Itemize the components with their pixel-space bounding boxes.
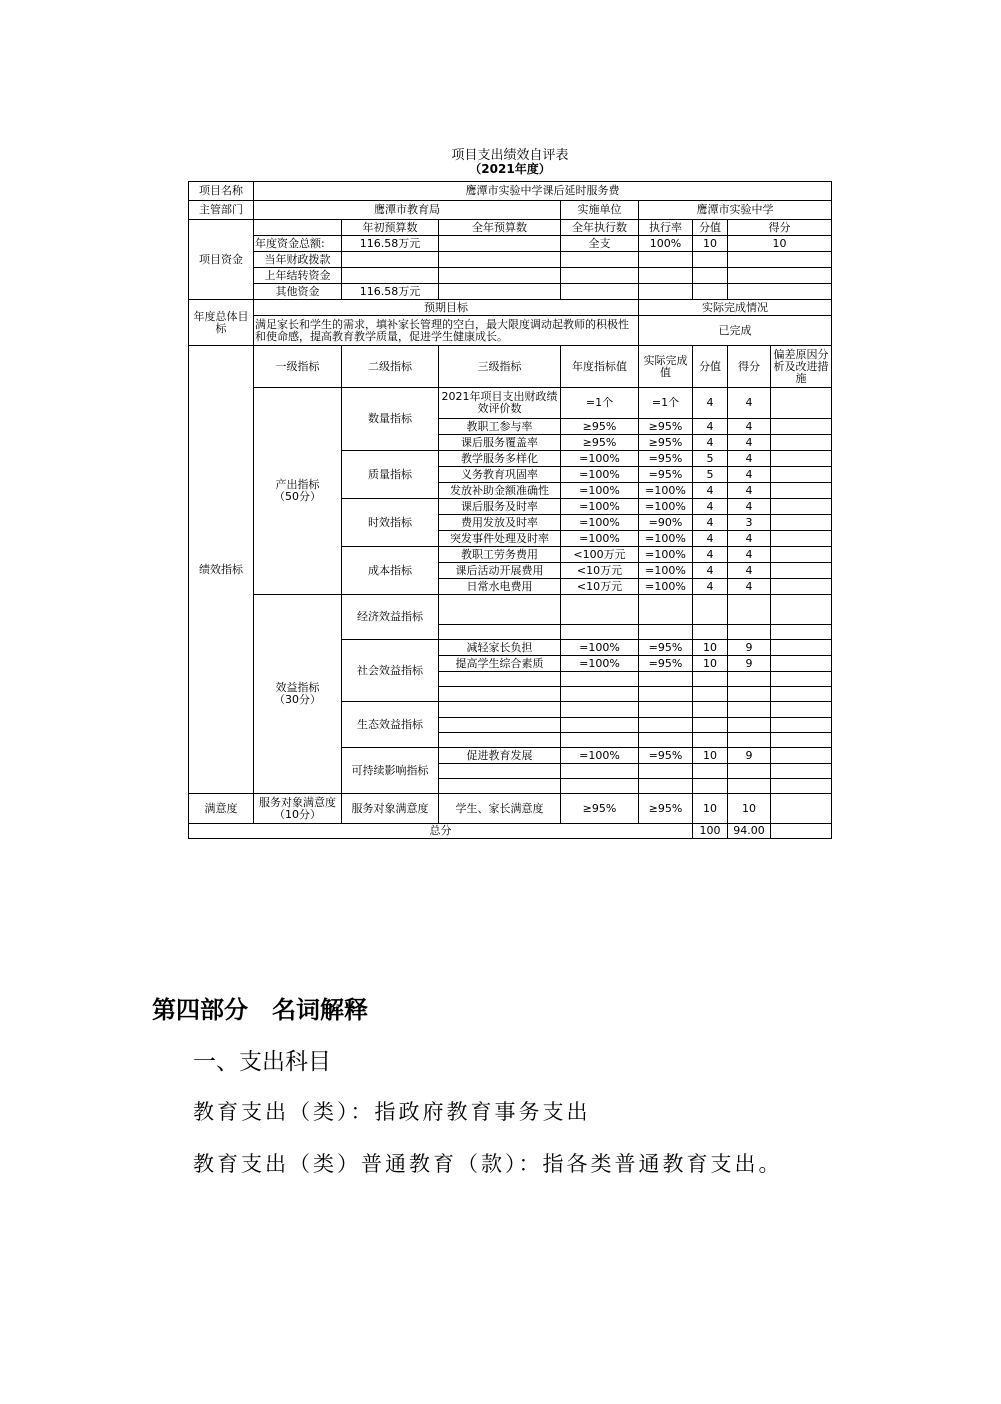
project-name-label: 项目名称 — [189, 182, 254, 201]
output-indicators — [254, 388, 342, 595]
funds-cell: 10 — [693, 236, 728, 252]
funds-cell — [693, 252, 728, 268]
indicator-got: 4 — [728, 435, 771, 451]
table-title: 项目支出绩效自评表 — [451, 148, 569, 163]
indicator-score: 4 — [693, 419, 728, 435]
performance-table — [188, 181, 832, 839]
total-got: 94.00 — [728, 824, 771, 839]
indicator-got: 9 — [728, 656, 771, 672]
funds-cell: 116.58万元 — [342, 284, 439, 300]
indicator-name: 突发事件处理及时率 — [439, 531, 561, 547]
col-level2: 二级指标 — [342, 346, 439, 388]
indicator-name: 费用发放及时率 — [439, 515, 561, 531]
indicator-name: 教职工参与率 — [439, 419, 561, 435]
indicator-got: 4 — [728, 388, 771, 419]
indicator-actual: ≥95% — [639, 419, 693, 435]
indicator-name: 发放补助金额准确性 — [439, 483, 561, 499]
indicator-deviation — [771, 451, 832, 467]
project-name: 鹰潭市实验中学课后延时服务费 — [254, 182, 832, 201]
satisfaction-actual: ≥95% — [639, 794, 693, 824]
indicator-target: =100% — [561, 531, 639, 547]
total-deviation — [771, 824, 832, 839]
actual-completion-label: 实际完成情况 — [639, 300, 832, 316]
benefit-indicators — [254, 595, 342, 794]
sustainable-indicator: 可持续影响指标 — [342, 748, 439, 794]
indicator-score: 4 — [693, 547, 728, 563]
indicator-actual: =95% — [639, 640, 693, 656]
col-deviation: 偏差原因分析及改进措施 — [771, 346, 832, 388]
satisfaction-got: 10 — [728, 794, 771, 824]
indicator-deviation — [771, 531, 832, 547]
dept-label: 主管部门 — [189, 201, 254, 220]
indicator-deviation — [771, 515, 832, 531]
funds-cell — [639, 268, 693, 284]
indicator-deviation — [771, 435, 832, 451]
quantity-indicator: 数量指标 — [342, 388, 439, 451]
indicator-score: 10 — [693, 640, 728, 656]
satisfaction-label: 满意度 — [189, 794, 254, 824]
indicator-got: 4 — [728, 451, 771, 467]
indicator-target: =100% — [561, 467, 639, 483]
col-target: 年度指标值 — [561, 346, 639, 388]
funds-label: 项目资金 — [189, 220, 254, 300]
social-indicator: 社会效益指标 — [342, 640, 439, 702]
funds-cell — [561, 252, 639, 268]
indicator-actual: =95% — [639, 748, 693, 764]
indicator-actual: =1个 — [639, 388, 693, 419]
indicator-target: =1个 — [561, 388, 639, 419]
indicator-got: 4 — [728, 579, 771, 595]
funds-cell — [561, 284, 639, 300]
indicator-score: 4 — [693, 435, 728, 451]
indicator-score: 4 — [693, 388, 728, 419]
indicator-actual: =95% — [639, 467, 693, 483]
indicator-name: 提高学生综合素质 — [439, 656, 561, 672]
indicator-deviation — [771, 499, 832, 515]
funds-cell — [639, 252, 693, 268]
indicator-target: =100% — [561, 483, 639, 499]
indicator-deviation — [771, 483, 832, 499]
paragraph-1: 教育支出（类）：指政府教育事务支出 — [193, 1100, 591, 1124]
part-title: 第四部分 名词解释 — [152, 995, 368, 1024]
dept-value: 鹰潭市教育局 — [254, 201, 561, 220]
indicator-target: <10万元 — [561, 579, 639, 595]
indicator-got: 4 — [728, 419, 771, 435]
timeliness-indicator: 时效指标 — [342, 499, 439, 547]
indicator-target: =100% — [561, 748, 639, 764]
funds-cell — [728, 252, 832, 268]
indicator-target: =100% — [561, 515, 639, 531]
indicator-name: 义务教育巩固率 — [439, 467, 561, 483]
indicator-got: 4 — [728, 499, 771, 515]
indicator-got: 4 — [728, 531, 771, 547]
funds-cell: 全支 — [561, 236, 639, 252]
col-got: 得分 — [728, 220, 832, 236]
indicator-deviation — [771, 419, 832, 435]
indicator-deviation — [771, 467, 832, 483]
col-actual: 实际完成值 — [639, 346, 693, 388]
indicator-actual: ≥95% — [639, 435, 693, 451]
indicator-target: <10万元 — [561, 563, 639, 579]
col-got: 得分 — [728, 346, 771, 388]
indicator-deviation — [771, 656, 832, 672]
economic-indicator: 经济效益指标 — [342, 595, 439, 640]
total-label: 总分 — [189, 824, 693, 839]
output-points: （50分） — [274, 490, 321, 503]
funds-cell — [693, 284, 728, 300]
indicator-target: =100% — [561, 656, 639, 672]
indicator-name: 减轻家长负担 — [439, 640, 561, 656]
satisfaction-deviation — [771, 794, 832, 824]
section-subtitle: 一、支出科目 — [193, 1049, 331, 1075]
satisfaction-level1: 服务对象满意度（10分） — [254, 794, 342, 824]
funds-cell — [693, 268, 728, 284]
indicator-name: 课后活动开展费用 — [439, 563, 561, 579]
satisfaction-level2: 服务对象满意度 — [342, 794, 439, 824]
funds-cell — [439, 252, 561, 268]
indicator-deviation — [771, 640, 832, 656]
impl-label: 实施单位 — [561, 201, 639, 220]
col-level3: 三级指标 — [439, 346, 561, 388]
indicator-actual: =90% — [639, 515, 693, 531]
expected-goal-label: 预期目标 — [254, 300, 639, 316]
indicator-actual: =95% — [639, 451, 693, 467]
indicator-got: 9 — [728, 640, 771, 656]
funds-cell — [728, 284, 832, 300]
indicator-score: 4 — [693, 483, 728, 499]
funds-row-label: 其他资金 — [254, 284, 342, 300]
quality-indicator: 质量指标 — [342, 451, 439, 499]
indicator-target: =100% — [561, 451, 639, 467]
satisfaction-name: 学生、家长满意度 — [439, 794, 561, 824]
table-subtitle: （2021年度） — [469, 162, 551, 176]
funds-cell — [639, 284, 693, 300]
satisfaction-score: 10 — [693, 794, 728, 824]
funds-cell: 10 — [728, 236, 832, 252]
funds-cell — [728, 268, 832, 284]
indicator-deviation — [771, 748, 832, 764]
indicator-actual: =100% — [639, 563, 693, 579]
total-score: 100 — [693, 824, 728, 839]
funds-cell — [342, 252, 439, 268]
indicator-name: 促进教育发展 — [439, 748, 561, 764]
col-level1: 一级指标 — [254, 346, 342, 388]
indicator-got: 4 — [728, 563, 771, 579]
indicator-target: =100% — [561, 640, 639, 656]
indicator-got: 4 — [728, 467, 771, 483]
col-full-budget: 全年预算数 — [439, 220, 561, 236]
indicator-score: 4 — [693, 531, 728, 547]
indicator-score: 10 — [693, 656, 728, 672]
funds-cell — [342, 268, 439, 284]
paragraph-2: 教育支出（类）普通教育（款）：指各类普通教育支出。 — [193, 1152, 783, 1176]
indicator-score: 5 — [693, 451, 728, 467]
indicator-actual: =95% — [639, 656, 693, 672]
impl-value: 鹰潭市实验中学 — [639, 201, 832, 220]
funds-cell — [439, 236, 561, 252]
satisfaction-target: ≥95% — [561, 794, 639, 824]
indicator-score: 4 — [693, 579, 728, 595]
col-initial-budget: 年初预算数 — [342, 220, 439, 236]
indicator-name: 课后服务覆盖率 — [439, 435, 561, 451]
indicator-target: =100% — [561, 499, 639, 515]
col-score: 分值 — [693, 220, 728, 236]
funds-cell — [439, 268, 561, 284]
indicator-name: 教职工劳务费用 — [439, 547, 561, 563]
indicator-got: 4 — [728, 483, 771, 499]
indicator-target: <100万元 — [561, 547, 639, 563]
indicator-got: 4 — [728, 547, 771, 563]
funds-row-label: 上年结转资金 — [254, 268, 342, 284]
indicator-deviation — [771, 547, 832, 563]
benefit-label: 效益指标 — [275, 681, 320, 694]
indicator-score: 4 — [693, 563, 728, 579]
indicator-actual: =100% — [639, 579, 693, 595]
cost-indicator: 成本指标 — [342, 547, 439, 595]
indicator-score: 4 — [693, 515, 728, 531]
funds-cell — [561, 268, 639, 284]
indicator-target: ≥95% — [561, 419, 639, 435]
indicator-name: 教学服务多样化 — [439, 451, 561, 467]
funds-row-label: 当年财政拨款 — [254, 252, 342, 268]
funds-row-label: 年度资金总额: — [254, 236, 342, 252]
indicator-score: 10 — [693, 748, 728, 764]
benefit-points: （30分） — [274, 693, 321, 706]
indicator-target: ≥95% — [561, 435, 639, 451]
indicator-actual: =100% — [639, 531, 693, 547]
goal-label: 年度总体目标 — [189, 300, 254, 346]
indicator-deviation — [771, 388, 832, 419]
funds-cell: 116.58万元 — [342, 236, 439, 252]
indicator-score: 5 — [693, 467, 728, 483]
indicator-actual: =100% — [639, 499, 693, 515]
col-score: 分值 — [693, 346, 728, 388]
indicator-actual: =100% — [639, 483, 693, 499]
ecological-indicator: 生态效益指标 — [342, 702, 439, 748]
col-rate: 执行率 — [639, 220, 693, 236]
col-executed: 全年执行数 — [561, 220, 639, 236]
actual-completion-text: 已完成 — [639, 316, 832, 346]
indicator-name: 2021年项目支出财政绩效评价数 — [439, 388, 561, 419]
indicator-name: 课后服务及时率 — [439, 499, 561, 515]
indicator-actual: =100% — [639, 547, 693, 563]
indicator-got: 3 — [728, 515, 771, 531]
indicator-deviation — [771, 563, 832, 579]
indicators-label: 绩效指标 — [189, 346, 254, 794]
indicator-name: 日常水电费用 — [439, 579, 561, 595]
indicator-score: 4 — [693, 499, 728, 515]
funds-cell: 100% — [639, 236, 693, 252]
indicator-deviation — [771, 579, 832, 595]
output-label: 产出指标 — [275, 478, 320, 491]
funds-cell — [439, 284, 561, 300]
indicator-got: 9 — [728, 748, 771, 764]
expected-goal-text: 满足家长和学生的需求，填补家长管理的空白，最大限度调动起教师的积极性和使命感，提高教育教学质量，促进学生健康成长。 — [254, 316, 639, 346]
